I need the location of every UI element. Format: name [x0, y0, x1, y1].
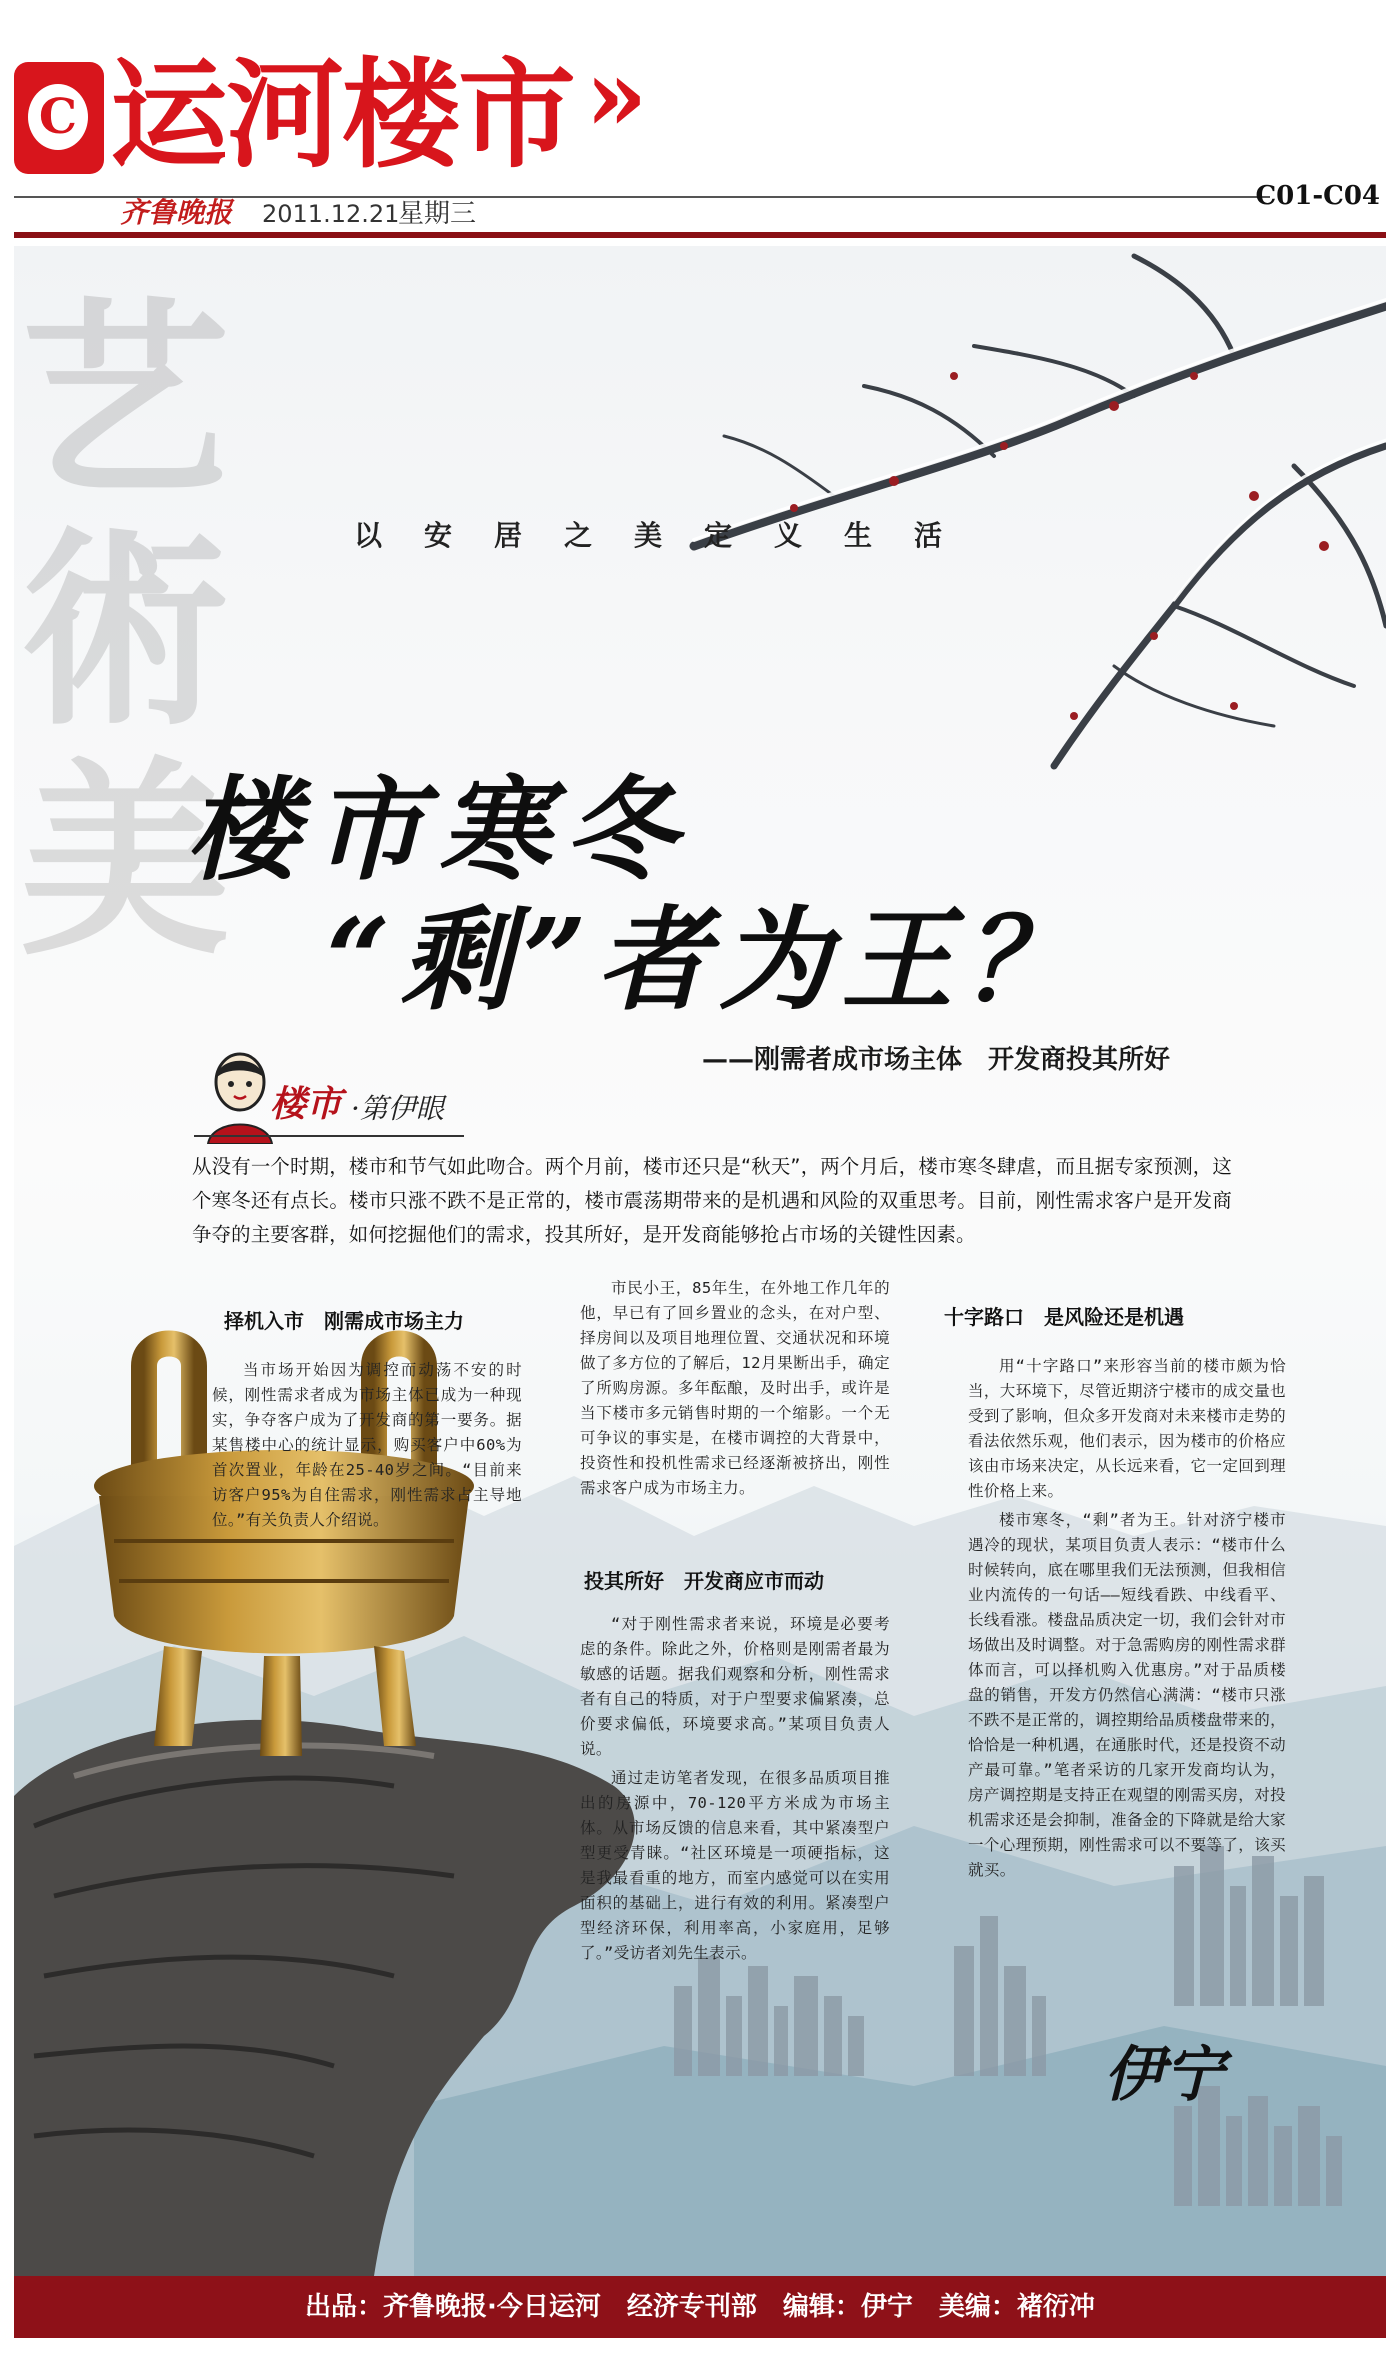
article-column-3	[968, 1354, 1286, 1887]
author-signature: 伊宁	[1104, 2040, 1224, 2110]
article-column-1	[212, 1358, 522, 1537]
subheadline: ——刚需者成市场主体 开发商投其所好	[702, 1045, 1171, 1075]
masthead	[0, 0, 1400, 230]
column-logo	[14, 62, 104, 174]
issue-weekday: 星期三	[398, 199, 477, 229]
column-badge-rule	[194, 1135, 464, 1137]
section-1-heading: 择机入市 刚需成市场主力	[224, 1309, 464, 1333]
slogan: 以安居之美定义生活	[354, 519, 985, 552]
newspaper-name: 齐鲁晚报	[120, 196, 233, 229]
logo-letter: C	[38, 89, 78, 145]
feature-panel	[14, 246, 1386, 2276]
article-paragraph: 市民小王，85年生，在外地工作几年的他，早已有了回乡置业的念头，在对户型、择房间以及项目地理位置、交通状况和环境做了多方位的了解后，12月果断出手，确定了所购房源。多年酝酿，及时出手，或许是当下楼市多元销售时期的一个缩影。一个无可争议的事实是，在楼市调控的大背景中，投资性和投机性需求已经逐渐被挤出，刚性需求客户成为市场主力。	[580, 1279, 890, 1497]
column-badge: 楼市	[270, 1083, 343, 1125]
issue-date: 2011.12.21	[262, 200, 400, 228]
credits-banner: 出品：齐鲁晚报·今日运河 经济专刊部 编辑：伊宁 美编：褚衍冲	[14, 2276, 1386, 2338]
article-column-2a	[580, 1276, 890, 1505]
masthead-bottom-rule	[14, 232, 1386, 238]
columnist-avatar	[198, 1048, 280, 1144]
lead-paragraph: 从没有一个时期，楼市和节气如此吻合。两个月前，楼市还只是“秋天”，两个月后，楼市寒冬肆虐，而且据专家预测，这个寒冬还有点长。楼市只涨不跌不是正常的，楼市震荡期带来的是机遇和风险的双重思考。目前，刚性需求客户是开发商争夺的主要客群，如何挖掘他们的需求，投其所好，是开发商能够抢占市场的关键性因素。	[192, 1155, 1232, 1246]
page-range: C01-C04	[1255, 181, 1380, 211]
article-column-2b	[580, 1612, 890, 1970]
article-paragraph: 楼市寒冬，“剩”者为王。针对济宁楼市遇冷的现状，某项目负责人表示：“楼市什么时候转向，底在哪里我们无法预测，但我相信业内流传的一句话——短线看跌、中线看平、长线看涨。楼盘品质决定一切，我们会针对市场做出及时调整。对于急需购房的刚性需求群体而言，可以择机购入优惠房。”对于品质楼盘的销售，开发方仍然信心满满：“楼市只涨不跌不是正常的，调控期给品质楼盘带来的，恰恰是一种机遇，在通胀时代，还是投资不动产最可靠。”笔者采访的几家开发商均认为，房产调控期是支持正在观望的刚需买房，对投机需求还是会抑制，准备金的下降就是给大家一个心理预期，刚性需求可以不要等了，该买就买。	[968, 1511, 1287, 1879]
section-3-heading: 十字路口 是风险还是机遇	[944, 1305, 1184, 1329]
headline-line-1: 楼市寒冬	[186, 765, 690, 896]
background-calligraphy: 艺 術 美	[20, 277, 231, 984]
article-paragraph: 用“十字路口”来形容当前的楼市颇为恰当，大环境下，尽管近期济宁楼市的成交量也受到了影响，但众多开发商对未来楼市走势的看法依然乐观，他们表示，因为楼市的价格应该由市场来决定，从长远来看，它一定回到理性价格上来。	[968, 1357, 1287, 1500]
column-badge-suffix: ·第伊眼	[351, 1092, 444, 1125]
article-paragraph: “对于刚性需求者来说，环境是必要考虑的条件。除此之外，价格则是刚需者最为敏感的话题。据我们观察和分析，刚性需求者有自己的特质，对于户型要求偏紧凑，总价要求偏低，环境要求高。”某项目负责人说。	[580, 1615, 890, 1758]
column-title: 运河楼市	[110, 46, 575, 184]
article-paragraph: 当市场开始因为调控而动荡不安的时候，刚性需求者成为市场主体已成为一种现实，争夺客户成为了开发商的第一要务。据某售楼中心的统计显示，购买客户中60%为首次置业，年龄在25-40岁之间。“目前来访客户95%为自住需求，刚性需求占主导地位。”有关负责人介绍说。	[212, 1361, 522, 1529]
section-2-heading: 投其所好 开发商应市而动	[584, 1569, 824, 1593]
column-title-mark: »	[585, 36, 648, 154]
headline-line-2: “剩”者为王？	[326, 895, 1085, 1026]
article-paragraph: 通过走访笔者发现，在很多品质项目推出的房源中，70-120平方米成为市场主体。从市场反馈的信息来看，其中紧凑型户型更受青睐。“社区环境是一项硬指标，这是我最看重的地方，而室内感觉可以在实用面积的基础上，进行有效的利用。紧凑型户型经济环保，利用率高，小家庭用，足够了。”受访者刘先生表示。	[580, 1769, 890, 1962]
